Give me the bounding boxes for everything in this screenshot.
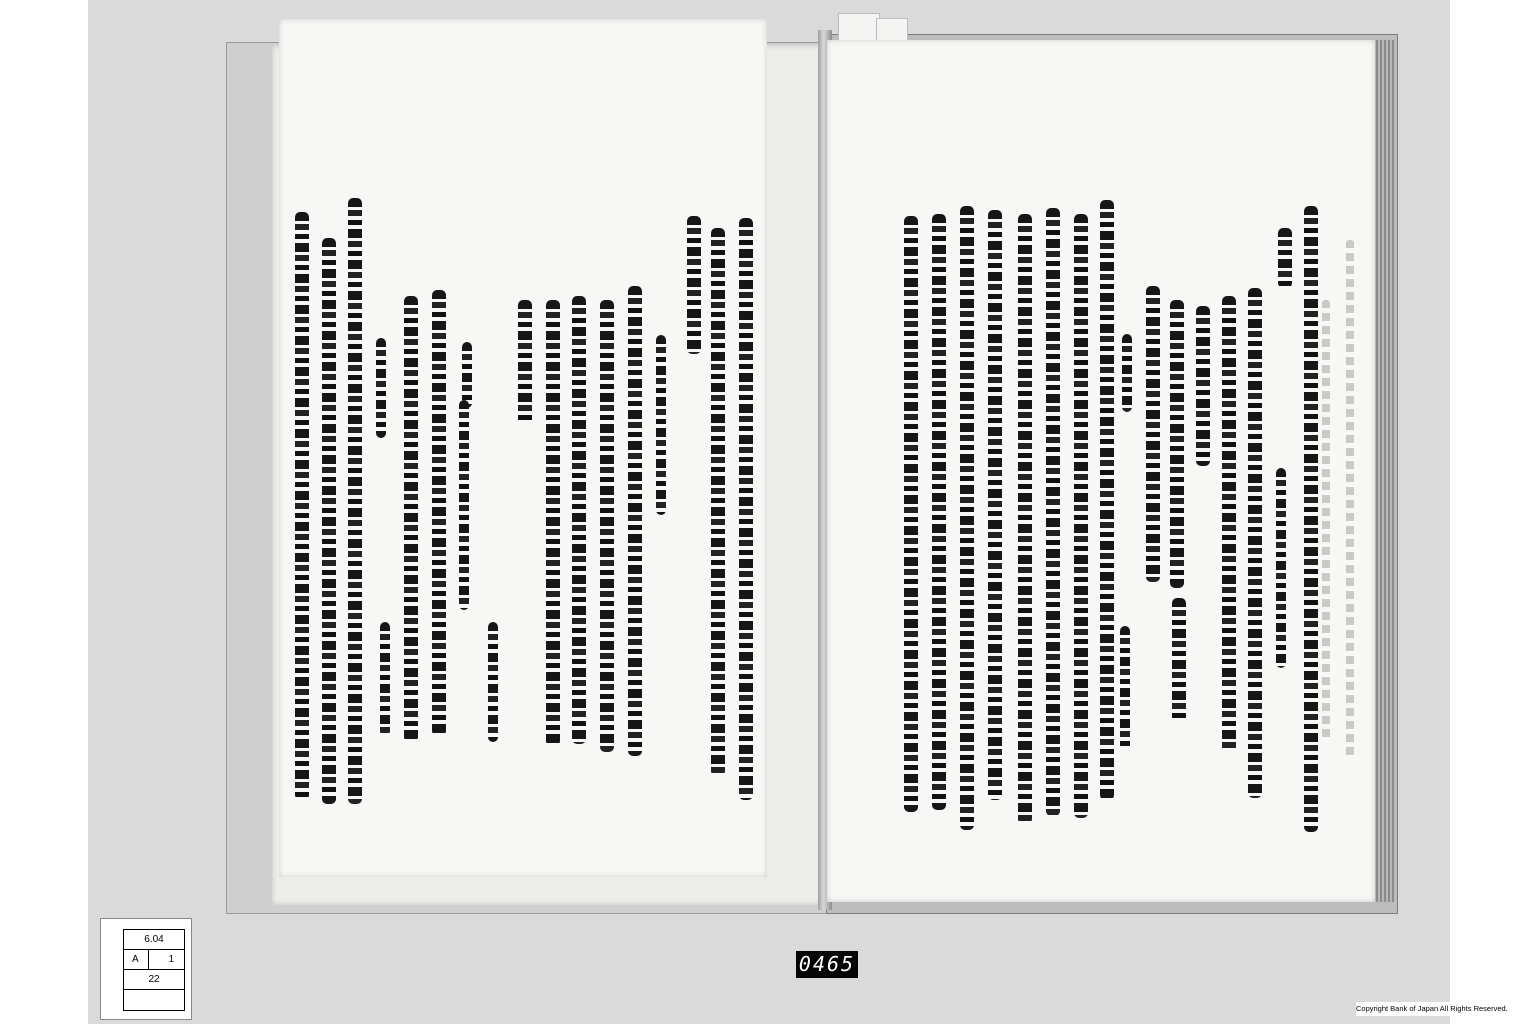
- handwriting-column: [932, 214, 946, 810]
- handwriting-column: [711, 228, 725, 776]
- copyright-notice: Copyright Bank of Japan All Rights Reserved.: [1356, 1002, 1536, 1016]
- handwriting-column: [904, 216, 918, 812]
- date-column: [376, 338, 386, 438]
- archive-section-number: 1: [168, 954, 174, 965]
- handwriting-column: [1196, 306, 1210, 466]
- handwriting-column: [1170, 300, 1184, 588]
- date-column: [1122, 334, 1132, 412]
- handwriting-column: [600, 300, 614, 752]
- date-column: [462, 342, 472, 408]
- handwriting-column: [628, 286, 642, 756]
- handwriting-column: [1074, 214, 1088, 818]
- handwriting-column: [988, 210, 1002, 800]
- bleed-through-ink: [1322, 300, 1330, 740]
- handwriting-column: [432, 290, 446, 736]
- archive-volume-number: 22: [148, 974, 160, 985]
- handwriting-column: [656, 335, 666, 515]
- handwriting-column: [348, 198, 362, 804]
- archive-series-number: 6.04: [144, 934, 164, 945]
- handwriting-column: [1278, 228, 1292, 288]
- archive-label-row: [124, 950, 184, 970]
- archive-section-letter: A: [132, 954, 139, 965]
- handwriting-column: [322, 238, 336, 804]
- archive-reference-label: [100, 918, 192, 1020]
- handwriting-column: [1046, 208, 1060, 816]
- page-stack-edge: [1372, 40, 1394, 902]
- signature-column: [488, 622, 498, 742]
- handwriting-column: [1146, 286, 1160, 582]
- handwriting-column: [1276, 468, 1286, 668]
- handwriting-column: [572, 296, 586, 744]
- bleed-through-ink: [1346, 240, 1354, 760]
- handwriting-column: [1018, 214, 1032, 824]
- handwriting-column: [1248, 288, 1262, 798]
- handwriting-column: [518, 300, 532, 424]
- handwriting-column: [739, 218, 753, 800]
- archive-reference-table: [123, 929, 185, 1011]
- handwriting-column: [295, 212, 309, 800]
- archive-label-row: [124, 990, 184, 1010]
- archive-label-row: [124, 970, 184, 990]
- microfilm-frame-number: 0465: [796, 951, 858, 978]
- archive-label-row: [124, 930, 184, 950]
- handwriting-column: [459, 400, 469, 610]
- handwriting-column: [1222, 296, 1236, 752]
- handwriting-column: [404, 296, 418, 742]
- handwriting-column: [1304, 206, 1318, 832]
- handwriting-column: [1172, 598, 1186, 722]
- signature-column: [380, 622, 390, 736]
- handwriting-column: [687, 216, 701, 354]
- handwriting-column: [960, 206, 974, 830]
- handwriting-column: [546, 300, 560, 746]
- handwriting-column: [1100, 200, 1114, 800]
- signature-column: [1120, 626, 1130, 750]
